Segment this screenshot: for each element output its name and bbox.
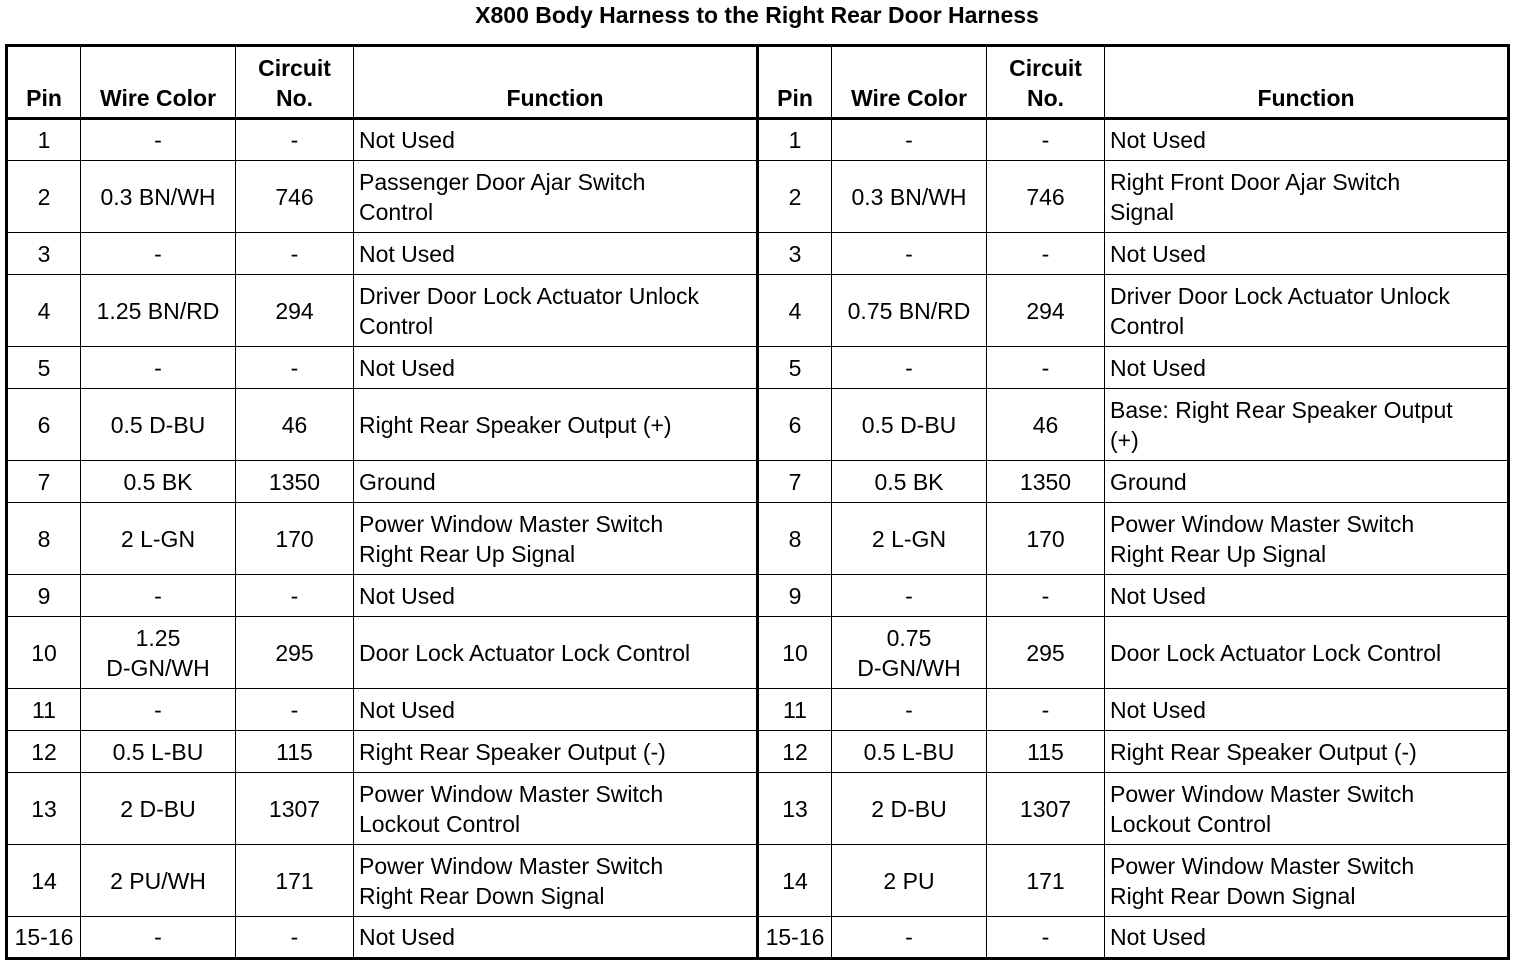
circuit-no-cell: -	[236, 917, 354, 959]
header-wire-color: Wire Color	[832, 46, 987, 119]
wire-color-cell	[832, 917, 987, 959]
circuit-no-cell: -	[236, 233, 354, 275]
wire-color-cell-line: 0.75 BN/RD	[847, 297, 971, 324]
wire-color-cell	[81, 773, 236, 845]
pin-cell: 8	[7, 503, 81, 575]
function-cell	[354, 161, 758, 233]
function-cell-line: Driver Door Lock Actuator Unlock	[1110, 282, 1451, 309]
circuit-no-cell: -	[987, 119, 1105, 161]
table-row	[7, 233, 1509, 275]
wire-color-cell	[832, 773, 987, 845]
function-cell	[1105, 161, 1509, 233]
function-cell-line: Not Used	[359, 354, 455, 381]
function-cell	[354, 119, 758, 161]
circuit-no-cell: -	[987, 689, 1105, 731]
function-cell-line: Control	[359, 198, 434, 225]
table-row	[7, 845, 1509, 917]
wire-color-cell-line: -	[905, 354, 913, 381]
wire-color-cell-line: 0.5 BK	[123, 468, 193, 495]
circuit-no-cell: -	[236, 119, 354, 161]
function-cell-line: Right Rear Up Signal	[1110, 540, 1327, 567]
circuit-no-cell: 746	[987, 161, 1105, 233]
header-circuit-line1: Circuit	[1009, 55, 1082, 81]
wire-color-cell	[81, 575, 236, 617]
pin-cell: 9	[7, 575, 81, 617]
function-cell	[1105, 503, 1509, 575]
wire-color-cell	[81, 845, 236, 917]
pin-cell: 11	[758, 689, 832, 731]
pin-cell: 13	[758, 773, 832, 845]
wire-color-cell-line: D-GN/WH	[106, 654, 210, 681]
wire-color-cell	[81, 917, 236, 959]
pin-cell: 3	[7, 233, 81, 275]
wire-color-cell-line: 2 L-GN	[120, 525, 196, 552]
wire-color-cell-line: 2 PU	[883, 867, 935, 894]
function-cell-line: Not Used	[359, 582, 455, 609]
table-header	[7, 46, 1509, 119]
table-row	[7, 689, 1509, 731]
function-cell-line: Power Window Master Switch	[1110, 852, 1415, 879]
wire-color-cell-line: 0.5 D-BU	[110, 411, 206, 438]
header-wire-color: Wire Color	[81, 46, 236, 119]
pin-cell: 15-16	[758, 917, 832, 959]
pin-cell: 9	[758, 575, 832, 617]
wire-color-cell-line: -	[154, 582, 162, 609]
wire-color-cell	[832, 347, 987, 389]
function-cell	[354, 347, 758, 389]
function-cell	[354, 461, 758, 503]
pin-cell: 5	[758, 347, 832, 389]
function-cell-line: Right Rear Down Signal	[359, 882, 605, 909]
function-cell	[354, 575, 758, 617]
wire-color-cell-line: -	[905, 582, 913, 609]
header-circuit-no	[236, 46, 354, 119]
header-circuit-line2: No.	[1026, 85, 1065, 111]
circuit-no-cell: 115	[236, 731, 354, 773]
circuit-no-cell: -	[987, 575, 1105, 617]
function-cell-line: Not Used	[1110, 924, 1206, 950]
function-cell-line: Not Used	[1110, 696, 1206, 723]
circuit-no-cell: 170	[236, 503, 354, 575]
function-cell	[354, 773, 758, 845]
function-cell	[354, 275, 758, 347]
circuit-no-cell: -	[987, 233, 1105, 275]
wire-color-cell-line: 0.5 L-BU	[112, 738, 204, 765]
header-pin: Pin	[758, 46, 832, 119]
wire-color-cell-line: 0.75	[886, 624, 932, 651]
header-function: Function	[354, 46, 758, 119]
wire-color-cell	[81, 689, 236, 731]
wire-color-cell	[832, 461, 987, 503]
pin-cell: 1	[758, 119, 832, 161]
circuit-no-cell: 171	[236, 845, 354, 917]
circuit-no-cell: 295	[987, 617, 1105, 689]
table-row	[7, 389, 1509, 461]
header-circuit-line1: Circuit	[258, 55, 331, 81]
function-cell-line: Lockout Control	[359, 810, 521, 837]
pinout-table	[5, 44, 1510, 960]
wire-color-cell	[832, 689, 987, 731]
circuit-no-cell: -	[236, 689, 354, 731]
pin-cell: 6	[7, 389, 81, 461]
function-cell	[1105, 773, 1509, 845]
pin-cell: 3	[758, 233, 832, 275]
function-cell	[1105, 575, 1509, 617]
function-cell	[1105, 233, 1509, 275]
wire-color-cell	[832, 731, 987, 773]
function-cell-line: Not Used	[1110, 354, 1206, 381]
function-cell	[354, 845, 758, 917]
pin-cell: 10	[7, 617, 81, 689]
table-body	[7, 119, 1509, 959]
function-cell	[1105, 731, 1509, 773]
wire-color-cell	[81, 389, 236, 461]
wire-color-cell-line: 0.5 L-BU	[863, 738, 955, 765]
wire-color-cell	[81, 161, 236, 233]
wire-color-cell	[81, 233, 236, 275]
table-row	[7, 503, 1509, 575]
wire-color-cell	[81, 461, 236, 503]
header-function: Function	[1105, 46, 1509, 119]
wire-color-cell	[832, 503, 987, 575]
function-cell-line: Power Window Master Switch	[1110, 510, 1415, 537]
table-row	[7, 773, 1509, 845]
circuit-no-cell: 115	[987, 731, 1105, 773]
function-cell-line: Right Rear Down Signal	[1110, 882, 1356, 909]
wire-color-cell-line: 0.5 D-BU	[861, 411, 957, 438]
header-circuit-line2: No.	[275, 85, 314, 111]
table-row	[7, 119, 1509, 161]
wire-color-cell	[832, 119, 987, 161]
function-cell-line: Right Rear Speaker Output (+)	[359, 411, 672, 438]
pin-cell: 4	[758, 275, 832, 347]
pin-cell: 14	[758, 845, 832, 917]
pin-cell: 7	[758, 461, 832, 503]
pin-cell: 4	[7, 275, 81, 347]
circuit-no-cell: -	[987, 347, 1105, 389]
function-cell-line: Not Used	[359, 127, 455, 153]
wire-color-cell-line: -	[154, 354, 162, 381]
function-cell-line: Ground	[359, 468, 436, 495]
function-cell	[354, 503, 758, 575]
function-cell-line: Right Front Door Ajar Switch	[1110, 168, 1401, 195]
circuit-no-cell: -	[236, 347, 354, 389]
wire-color-cell-line: 2 PU/WH	[110, 867, 206, 894]
pin-cell: 10	[758, 617, 832, 689]
wire-color-cell	[832, 575, 987, 617]
pin-cell: 13	[7, 773, 81, 845]
function-cell-line: Right Rear Up Signal	[359, 540, 576, 567]
function-cell	[1105, 389, 1509, 461]
function-cell-line: Power Window Master Switch	[359, 852, 664, 879]
table-row	[7, 461, 1509, 503]
wire-color-cell	[81, 119, 236, 161]
function-cell	[354, 617, 758, 689]
wire-color-cell-line: -	[905, 127, 913, 153]
function-cell-line: Door Lock Actuator Lock Control	[1110, 639, 1442, 666]
table-row	[7, 575, 1509, 617]
function-cell-line: Right Rear Speaker Output (-)	[1110, 738, 1417, 765]
pin-cell: 1	[7, 119, 81, 161]
wire-color-cell-line: 1.25	[135, 624, 181, 651]
function-cell-line: Not Used	[359, 696, 455, 723]
function-cell-line: Base: Right Rear Speaker Output	[1110, 396, 1453, 423]
wire-color-cell-line: -	[154, 924, 162, 950]
table-row	[7, 275, 1509, 347]
wire-color-cell-line: 0.3 BN/WH	[851, 183, 967, 210]
wire-color-cell	[832, 389, 987, 461]
wire-color-cell	[81, 275, 236, 347]
wire-color-cell	[81, 347, 236, 389]
function-cell	[1105, 917, 1509, 959]
pin-cell: 14	[7, 845, 81, 917]
wire-color-cell	[81, 731, 236, 773]
table-row	[7, 161, 1509, 233]
wire-color-cell-line: -	[905, 924, 913, 950]
function-cell-line: Driver Door Lock Actuator Unlock	[359, 282, 700, 309]
function-cell	[1105, 119, 1509, 161]
function-cell	[354, 917, 758, 959]
pin-cell: 2	[7, 161, 81, 233]
function-cell-line: Not Used	[1110, 127, 1206, 153]
function-cell	[1105, 275, 1509, 347]
header-circuit-no	[987, 46, 1105, 119]
table-row	[7, 347, 1509, 389]
wire-color-cell	[81, 503, 236, 575]
function-cell-line: Not Used	[1110, 582, 1206, 609]
wire-color-cell	[832, 275, 987, 347]
circuit-no-cell: 1350	[236, 461, 354, 503]
wire-color-cell	[832, 233, 987, 275]
circuit-no-cell: 294	[987, 275, 1105, 347]
function-cell-line: Passenger Door Ajar Switch	[359, 168, 646, 195]
wire-color-cell-line: -	[154, 696, 162, 723]
page-title: X800 Body Harness to the Right Rear Door Harness	[475, 2, 1039, 28]
function-cell	[354, 689, 758, 731]
wire-color-cell-line: -	[154, 240, 162, 267]
wire-color-cell-line: -	[905, 240, 913, 267]
circuit-no-cell: 46	[987, 389, 1105, 461]
function-cell	[354, 233, 758, 275]
wire-color-cell	[832, 161, 987, 233]
wire-color-cell-line: 2 L-GN	[871, 525, 947, 552]
function-cell-line: Control	[1110, 312, 1185, 339]
function-cell-line: (+)	[1110, 426, 1139, 453]
circuit-no-cell: 746	[236, 161, 354, 233]
function-cell	[1105, 845, 1509, 917]
wire-color-cell	[81, 617, 236, 689]
function-cell	[1105, 617, 1509, 689]
function-cell-line: Power Window Master Switch	[359, 510, 664, 537]
pin-cell: 5	[7, 347, 81, 389]
function-cell-line: Right Rear Speaker Output (-)	[359, 738, 666, 765]
circuit-no-cell: -	[236, 575, 354, 617]
pin-cell: 8	[758, 503, 832, 575]
table-row	[7, 617, 1509, 689]
circuit-no-cell: 1307	[236, 773, 354, 845]
pin-cell: 11	[7, 689, 81, 731]
function-cell	[354, 389, 758, 461]
circuit-no-cell: 295	[236, 617, 354, 689]
wire-color-cell-line: 1.25 BN/RD	[96, 297, 220, 324]
pin-cell: 7	[7, 461, 81, 503]
table-row	[7, 731, 1509, 773]
table-row	[7, 917, 1509, 959]
pin-cell: 12	[758, 731, 832, 773]
function-cell-line: Control	[359, 312, 434, 339]
wire-color-cell-line: 0.5 BK	[874, 468, 944, 495]
pin-cell: 15-16	[7, 917, 81, 959]
wire-color-cell-line: -	[154, 127, 162, 153]
function-cell-line: Power Window Master Switch	[1110, 780, 1415, 807]
function-cell-line: Door Lock Actuator Lock Control	[359, 639, 691, 666]
function-cell-line: Lockout Control	[1110, 810, 1272, 837]
circuit-no-cell: 170	[987, 503, 1105, 575]
circuit-no-cell: 1307	[987, 773, 1105, 845]
function-cell	[1105, 461, 1509, 503]
wire-color-cell-line: 0.3 BN/WH	[100, 183, 216, 210]
function-cell-line: Signal	[1110, 198, 1174, 225]
circuit-no-cell: -	[987, 917, 1105, 959]
circuit-no-cell: 1350	[987, 461, 1105, 503]
header-pin: Pin	[7, 46, 81, 119]
function-cell-line: Not Used	[359, 240, 455, 267]
wire-color-cell-line: -	[905, 696, 913, 723]
wire-color-cell	[832, 845, 987, 917]
wire-color-cell-line: 2 D-BU	[120, 795, 196, 822]
function-cell	[354, 731, 758, 773]
wire-color-cell	[832, 617, 987, 689]
pin-cell: 2	[758, 161, 832, 233]
wire-color-cell-line: D-GN/WH	[857, 654, 961, 681]
pin-cell: 12	[7, 731, 81, 773]
function-cell-line: Not Used	[1110, 240, 1206, 267]
circuit-no-cell: 46	[236, 389, 354, 461]
pin-cell: 6	[758, 389, 832, 461]
circuit-no-cell: 294	[236, 275, 354, 347]
function-cell-line: Not Used	[359, 924, 455, 950]
function-cell-line: Ground	[1110, 468, 1187, 495]
function-cell-line: Power Window Master Switch	[359, 780, 664, 807]
circuit-no-cell: 171	[987, 845, 1105, 917]
wire-color-cell-line: 2 D-BU	[871, 795, 947, 822]
function-cell	[1105, 689, 1509, 731]
function-cell	[1105, 347, 1509, 389]
